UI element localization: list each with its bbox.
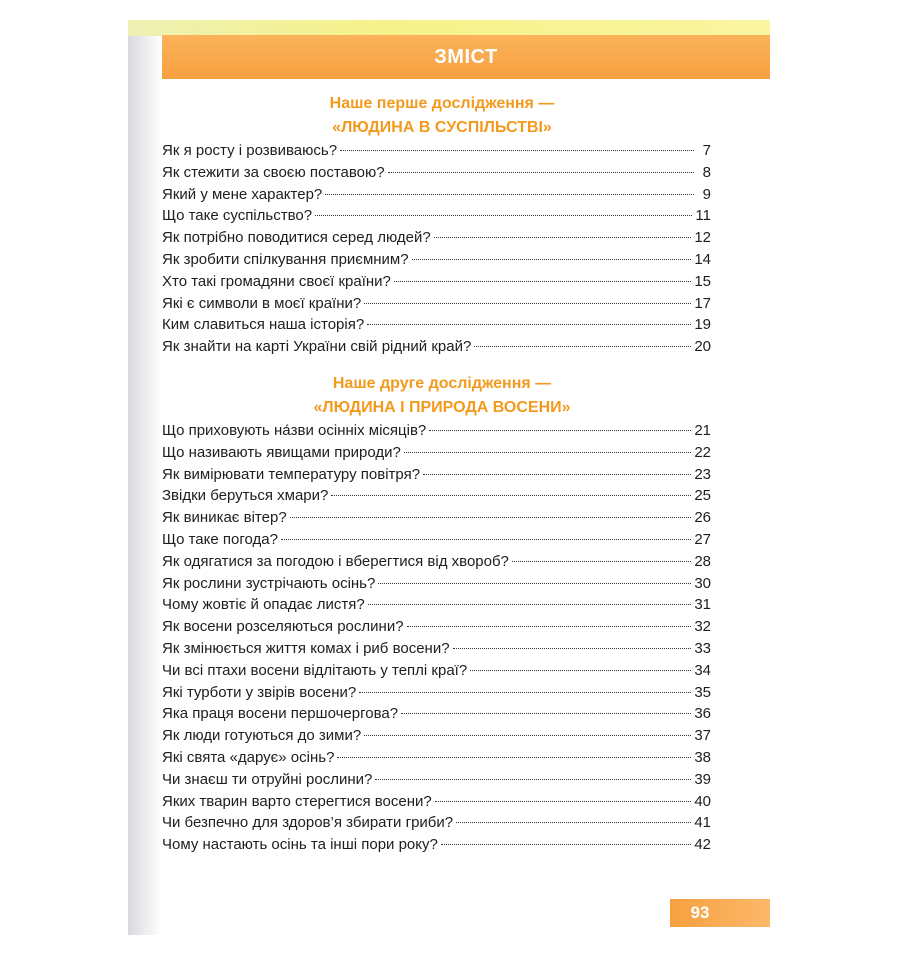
toc-dot-leader: [407, 626, 692, 627]
toc-entry[interactable]: [162, 466, 711, 488]
toc-dot-leader: [429, 430, 691, 431]
toc-entry-title: Чи всі птахи восени відлітають у теплі краї?: [162, 661, 468, 679]
contents-title: ЗМІСТ: [434, 45, 498, 68]
toc-entry[interactable]: [162, 662, 711, 684]
toc-entry-title: Як зробити спілкування приємним?: [162, 250, 409, 268]
toc-entry-page: 42: [694, 836, 711, 854]
toc-entry-page: 21: [694, 422, 711, 439]
toc-entry-title: Як рослини зустрічають осінь?: [162, 574, 376, 592]
toc-dot-leader: [512, 561, 691, 562]
toc-entry-page: 41: [694, 814, 711, 832]
section-1-heading-line2: «ЛЮДИНА В СУСПІЛЬСТВІ»: [332, 119, 552, 136]
toc-entry[interactable]: [162, 273, 711, 295]
toc-entry-title: Як одягатися за погодою і вберегтися від хвороб?: [162, 552, 509, 570]
toc-entry[interactable]: [162, 575, 711, 597]
toc-entry-page: 19: [694, 316, 711, 334]
toc-entry-page: 40: [694, 792, 711, 810]
toc-entry-title: Ким славиться наша історія?: [162, 316, 365, 334]
toc-entry-page: 33: [694, 639, 711, 657]
section-2-heading-line1: Наше друге дослідження —: [332, 375, 552, 392]
toc-dot-leader: [404, 452, 691, 453]
toc-entry-title: Що приховують на́зви осінніх місяців?: [162, 422, 427, 439]
toc-entry-title: Чи безпечно для здоров’я збирати гриби?: [162, 814, 454, 832]
page-number: 93: [690, 903, 710, 922]
toc-entry-page: 27: [694, 530, 711, 548]
toc-entry[interactable]: [162, 207, 711, 229]
binding-shadow: [128, 20, 162, 935]
section-1-heading-line1: Наше перше дослідження —: [329, 95, 555, 112]
toc-entry-page: 32: [694, 618, 711, 636]
toc-entry-page: 8: [702, 163, 711, 181]
toc-dot-leader: [315, 215, 692, 216]
toc-entry[interactable]: [162, 596, 711, 618]
toc-entry-page: 26: [694, 509, 711, 527]
toc-dot-leader: [401, 713, 691, 714]
section-2-heading-line2: «ЛЮДИНА І ПРИРОДА ВОСЕНИ»: [313, 399, 571, 416]
toc-dot-leader: [337, 757, 691, 758]
toc-dot-leader: [388, 172, 694, 173]
toc-dot-leader: [470, 670, 691, 671]
toc-entry-title: Чи знаєш ти отруйні рослини?: [162, 770, 373, 788]
toc-dot-leader: [364, 735, 691, 736]
toc-dot-leader: [364, 303, 691, 304]
toc-dot-leader: [325, 194, 694, 195]
toc-entry[interactable]: [162, 531, 711, 553]
toc-entry[interactable]: [162, 142, 711, 164]
toc-dot-leader: [474, 346, 691, 347]
toc-dot-leader: [375, 779, 691, 780]
toc-dot-leader: [453, 648, 692, 649]
toc-dot-leader: [367, 324, 691, 325]
toc-dot-leader: [368, 604, 692, 605]
toc-entry-page: 20: [694, 338, 711, 356]
toc-entry-page: 14: [694, 250, 711, 268]
toc-entry[interactable]: [162, 229, 711, 251]
toc-entry-title: Що таке погода?: [162, 530, 278, 548]
toc-entry-title: Як стежити за своєю поставою?: [162, 163, 385, 181]
page-number-badge: [670, 899, 770, 927]
toc-entry[interactable]: [162, 553, 711, 575]
toc-dot-leader: [359, 692, 691, 693]
toc-entry[interactable]: [162, 186, 711, 208]
toc-entry-title: Які турботи у звірів восени?: [162, 683, 357, 701]
section-2-heading: [162, 372, 722, 420]
toc-entry-page: 25: [694, 487, 711, 505]
toc-dot-leader: [434, 237, 692, 238]
toc-entry-title: Чому жовтіє й опадає листя?: [162, 596, 365, 614]
toc-entry-page: 39: [694, 770, 711, 788]
toc-dot-leader: [441, 844, 691, 845]
toc-entry-page: 22: [694, 443, 711, 461]
toc-entry-title: Як знайти на карті України свій рідний край?: [162, 338, 472, 356]
toc-entry[interactable]: [162, 251, 711, 273]
toc-entry-title: Яких тварин варто стерегтися восени?: [162, 792, 432, 810]
toc-entry-title: Як змінюється життя комах і риб восени?: [162, 639, 450, 657]
toc-entry[interactable]: [162, 814, 711, 836]
toc-entry-page: 9: [702, 185, 711, 203]
toc-entry[interactable]: [162, 640, 711, 662]
toc-entry-title: Яка праця восени першочергова?: [162, 705, 399, 723]
toc-entry-title: Який у мене характер?: [162, 185, 323, 203]
toc-entry-page: 34: [694, 661, 711, 679]
toc-entry-title: Які свята «дарує» осінь?: [162, 748, 335, 766]
toc-entry-page: 31: [694, 596, 711, 614]
toc-entry-page: 35: [694, 683, 711, 701]
toc-entry-title: Що називають явищами природи?: [162, 443, 401, 461]
toc-entry-page: 37: [694, 727, 711, 745]
toc-dot-leader: [456, 822, 691, 823]
toc-entry-page: 36: [694, 705, 711, 723]
toc-dot-leader: [412, 259, 692, 260]
toc-entry-page: 17: [694, 294, 711, 312]
toc-entry[interactable]: [162, 422, 711, 444]
section-1-toc-list: [162, 142, 711, 360]
toc-entry-page: 7: [702, 142, 711, 159]
toc-entry-page: 28: [694, 552, 711, 570]
toc-entry-page: 12: [694, 229, 711, 247]
toc-entry[interactable]: [162, 295, 711, 317]
toc-dot-leader: [281, 539, 691, 540]
toc-dot-leader: [340, 150, 694, 151]
toc-entry[interactable]: [162, 509, 711, 531]
toc-entry[interactable]: [162, 487, 711, 509]
toc-entry[interactable]: [162, 444, 711, 466]
toc-entry-title: Звідки беруться хмари?: [162, 487, 329, 505]
toc-entry-title: Як я росту і розвиваюсь?: [162, 142, 338, 159]
toc-entry[interactable]: [162, 749, 711, 771]
toc-entry-title: Як люди готуються до зими?: [162, 727, 362, 745]
toc-entry-page: 15: [694, 272, 711, 290]
toc-dot-leader: [331, 495, 691, 496]
toc-entry-title: Які є символи в моєї країни?: [162, 294, 362, 312]
toc-entry[interactable]: [162, 316, 711, 338]
toc-entry[interactable]: [162, 793, 711, 815]
toc-dot-leader: [435, 801, 692, 802]
toc-dot-leader: [290, 517, 692, 518]
toc-entry[interactable]: [162, 338, 711, 360]
toc-entry-page: 23: [694, 465, 711, 483]
toc-entry-page: 11: [695, 207, 711, 225]
toc-entry[interactable]: [162, 618, 711, 640]
section-2-toc-list: [162, 422, 711, 858]
toc-entry-title: Що таке суспільство?: [162, 207, 313, 225]
toc-entry[interactable]: [162, 164, 711, 186]
toc-entry-page: 38: [694, 748, 711, 766]
toc-entry[interactable]: [162, 705, 711, 727]
toc-entry[interactable]: [162, 684, 711, 706]
toc-entry-title: Як вимірювати температуру повітря?: [162, 465, 421, 483]
toc-entry-title: Як виникає вітер?: [162, 509, 287, 527]
section-1-heading: [162, 92, 722, 140]
toc-entry-title: Хто такі громадяни своєї країни?: [162, 272, 391, 290]
toc-entry[interactable]: [162, 771, 711, 793]
toc-dot-leader: [423, 474, 691, 475]
top-tint-strip: [128, 20, 770, 36]
toc-entry[interactable]: [162, 836, 711, 858]
toc-entry[interactable]: [162, 727, 711, 749]
toc-entry-title: Чому настають осінь та інші пори року?: [162, 836, 438, 854]
toc-entry-page: 30: [694, 574, 711, 592]
toc-entry-title: Як восени розселяються рослини?: [162, 618, 404, 636]
toc-dot-leader: [378, 583, 691, 584]
toc-entry-title: Як потрібно поводитися серед людей?: [162, 229, 431, 247]
toc-dot-leader: [394, 281, 691, 282]
contents-header-bar: [162, 35, 770, 79]
